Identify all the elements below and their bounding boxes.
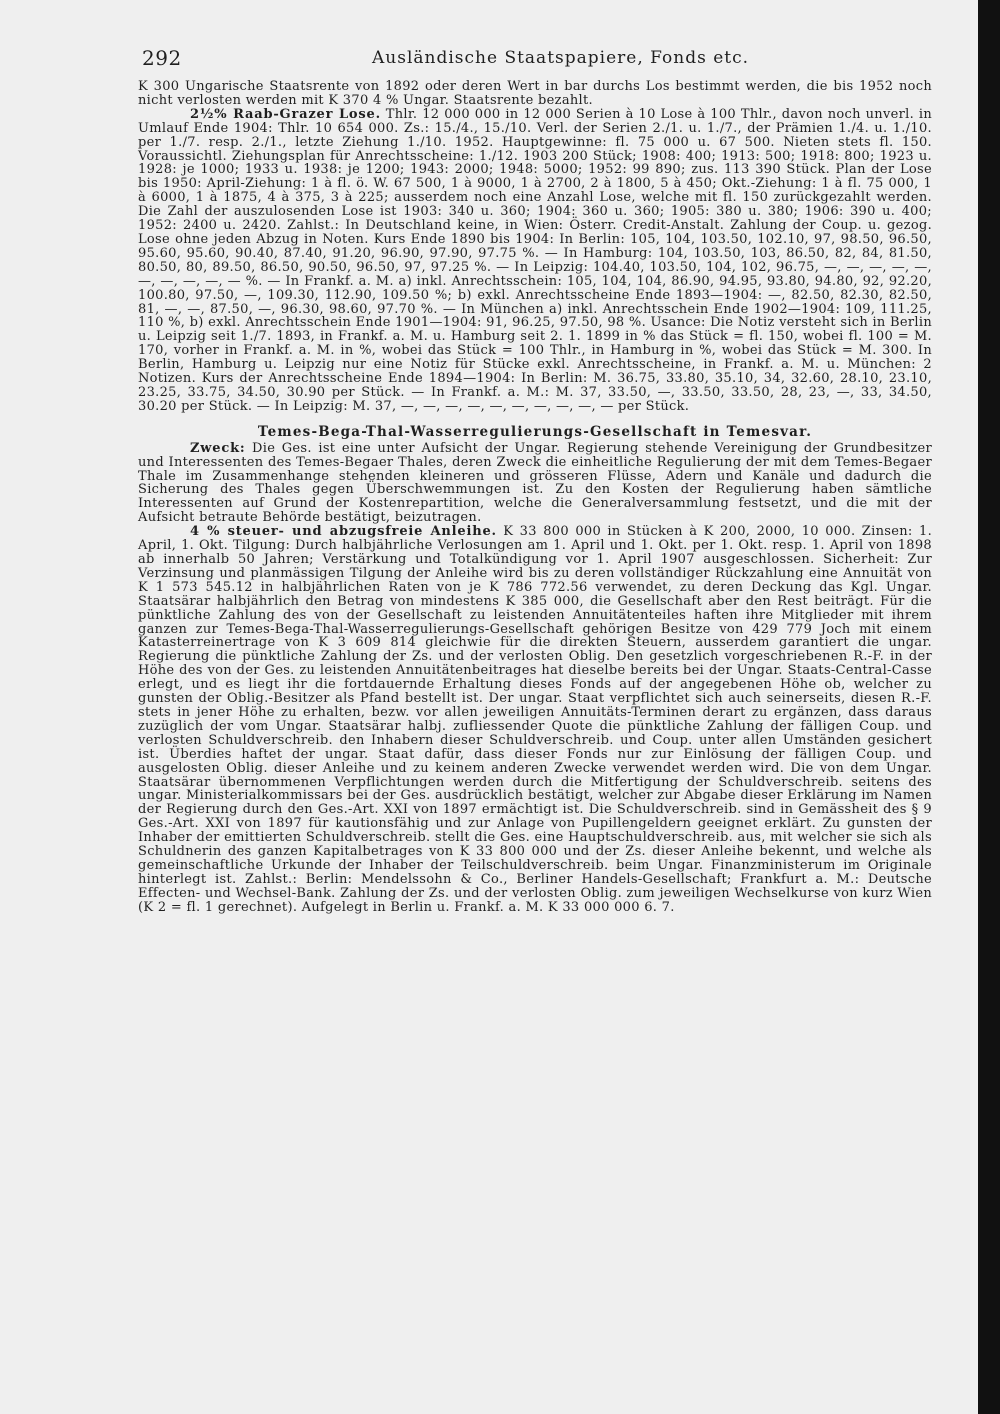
- page-header: [138, 40, 932, 80]
- intro-text: K 300 Ungarische Staatsrente von 1892 oder deren Wert in bar durchs Los bestimmt werden, die bis 1952 noch nicht verlosten werden mit K 370 4 % Ungar. Staatsrente bezahlt.: [138, 79, 932, 108]
- section-title: Temes-Bega-Thal-Wasserregulierungs-Gesellschaft in Temesvar.: [257, 423, 813, 440]
- zweck-heading: Zweck:: [190, 440, 246, 456]
- running-title: Ausländische Staatspapiere, Fonds etc.: [372, 48, 750, 68]
- zweck-text: Die Ges. ist eine unter Aufsicht der Ungar. Regierung stehende Vereinigung der Grundbesitzer und Interessenten des Temes-Begaer Thales, deren Zweck die einheitliche Regulierung der mit dem Temes-Begaer Thale im Zusammenhange stehenden kleineren und grösseren Flüsse, Adern und Kanäle und dadurch die Sicherung des Thales gegen Überschwemmungen ist. Zu den Kosten der Regulierung haben sämtliche Interessenten auf Grund der Kostenrepartition, welche die Generalversammlung festsetzt, und die mit der Aufsicht betraute Behörde bestätigt, beizutragen.: [138, 440, 932, 526]
- anleihe-heading: 4 % steuer- und abzugsfreie Anleihe.: [190, 524, 497, 540]
- anleihe-paragraph: [138, 525, 932, 914]
- raab-grazer-text: Thlr. 12 000 000 in 12 000 Serien à 10 Lose à 100 Thlr., davon noch unverl. in Umlauf Ende 1904: Thlr. 10 654 000. Zs.: 15./4., 15./10. Verl. der Serien 2./1. u. 1./7., der Prämien 1./4. u. 1./10. per 1./7. resp. 2./1., letzte Ziehung 1./10. 1952. Hauptgewinne: fl. 75 000 u. 67 500. Nieten stets fl. 150. Voraussichtl. Ziehungsplan für Anrechtsscheine: 1./12. 1903 200 Stück; 1908: 400; 1913: 500; 1918: 800; 1923 u. 1928: je 1000; 1933 u. 1938: je 1200; 1943: 2000; 1948: 5000; 1952: 99 890; zus. 113 390 Stück. Plan der Lose bis 1950: April-Ziehung: 1 à fl. ö. W. 67 500, 1 à 9000, 1 à 2700, 2 à 1800, 5 à 450; Okt.-Ziehung: 1 à fl. 75 000, 1 à 6000, 1 à 1875, 4 à 375, 3 à 225; ausserdem noch eine Anzahl Lose, welche mit fl. 150 zurückgezahlt werden. Die Zahl der auszulosenden Lose ist 1903: 340 u. 360; 1904: 360 u. 360; 1905: 380 u. 380; 1906: 390 u. 400; 1952: 2400 u. 2420. Zahlst.: In Deutschland keine, in Wien: Österr. Credit-Anstalt. Zahlung der Coup. u. gezog. Lose ohne jeden Abzug in Noten. Kurs Ende 1890 bis 1904: In Berlin: 105, 104, 103.50, 102.10, 97, 98.50, 96.50, 95.60, 95.60, 90.40, 87.40, 91.20, 96.90, 97.90, 97.75 %. — In Hamburg: 104, 103.50, 103, 86.50, 82, 84, 81.50, 80.50, 80, 89.50, 86.50, 90.50, 96.50, 97, 97.25 %. — In Leipzig: 104.40, 103.50, 104, 102, 96.75, —, —, —, —, —, —, —, —, —, — %. — In Frankf. a. M. a) inkl. Anrechtsschein: 105, 104, 104, 86.90, 94.95, 93.80, 94.80, 92, 92.20, 100.80, 97.50, —, 109.30, 112.90, 109.50 %; b) exkl. Anrechtsscheine Ende 1893—1904: —, 82.50, 82.30, 82.50, 81, —, —, 87.50, —, 96.30, 98.60, 97.70 %. — In München a) inkl. Anrechtsschein Ende 1902—1904: 109, 111.25, 110 %, b) exkl. Anrechtsschein Ende 1901—1904: 91, 96.25, 97.50, 98 %. Usance: Die Notiz versteht sich in Berlin u. Leipzig seit 1./7. 1893, in Frankf. a. M. u. Hamburg seit 2. 1. 1899 in % das Stück = fl. 150, wobei fl. 100 = M. 170, vorher in Frankf. a. M. in %, wobei das Stück = 100 Thlr., in Hamburg in %, wobei das Stück = M. 300. In Berlin, Hamburg u. Leipzig nur eine Notiz für Stücke exkl. Anrechtsscheine, in Frankf. a. M. u. München: 2 Notizen. Kurs der Anrechtsscheine Ende 1894—1904: In Berlin: M. 36.75, 33.80, 35.10, 34, 32.60, 28.10, 23.10, 23.25, 33.75, 34.50, 30.90 per Stück. — In Frankf. a. M.: M. 37, 33.50, —, 33.50, 33.50, 28, 23, —, 33, 34.50, 30.20 per Stück. — In Leipzig: M. 37, —, —, —, —, —, —, —, —, —, — per Stück.: [138, 106, 932, 414]
- book-spine-edge: [978, 0, 1000, 1414]
- document-page: [138, 40, 932, 915]
- raab-grazer-paragraph: [138, 108, 932, 414]
- raab-grazer-heading: 2½% Raab-Grazer Lose.: [190, 106, 381, 122]
- page-number: 292: [142, 46, 182, 70]
- intro-paragraph: [138, 80, 932, 108]
- zweck-paragraph: [138, 442, 932, 525]
- anleihe-text: K 33 800 000 in Stücken à K 200, 2000, 10 000. Zinsen: 1. April, 1. Okt. Tilgung: Durch halbjährliche Verlosungen am 1. April und 1. Okt. per 1. Okt. resp. 1. April von 1898 ab innerhalb 50 Jahren; Verstärkung und Totalkündigung vor 1. April 1907 ausgeschlossen. Sicherheit: Zur Verzinsung und planmässigen Tilgung der Anleihe wird bis zu deren vollständiger Rückzahlung eine Annuität von K 1 573 545.12 in halbjährlichen Raten von je K 786 772.56 verwendet, zu deren Deckung das Kgl. Ungar. Staatsärar halbjährlich den Betrag von mindestens K 385 000, die Gesellschaft aber den Rest beiträgt. Für die pünktliche Zahlung des von der Gesellschaft zu leistenden Annuitätenteiles haften ihre Mitglieder mit ihrem ganzen zur Temes-Bega-Thal-Wasserregulierungs-Gesellschaft gehörigen Besitze von 429 779 Joch mit einem Katasterreinertrage von K 3 609 814 gleichwie für die direkten Steuern, ausserdem garantiert die ungar. Regierung die pünktliche Zahlung der Zs. und der verlosten Oblig. Den gesetzlich vorgeschriebenen R.-F. in der Höhe des von der Ges. zu leistenden Annuitätenbeitrages hat dieselbe bereits bei der Ungar. Staats-Central-Casse erlegt, und es liegt ihr die fortdauernde Erhaltung dieses Fonds auf der angegebenen Höhe ob, welcher zu gunsten der Oblig.-Besitzer als Pfand bestellt ist. Der ungar. Staat verpflichtet sich auch seinerseits, diesen R.-F. stets in jener Höhe zu erhalten, bezw. vor allen jeweiligen Annuitäts-Terminen derart zu ergänzen, dass daraus zuzüglich der vom Ungar. Staatsärar halbj. zufliessender Quote die pünktliche Zahlung der fälligen Coup. und verlosten Schuldverschreib. den Inhabern dieser Schuldverschreib. und Coup. unter allen Umständen gesichert ist. Überdies haftet der ungar. Staat dafür, dass dieser Fonds nur zur Einlösung der fälligen Coup. und ausgelosten Oblig. dieser Anleihe und zu keinem anderen Zwecke verwendet werden wird. Die von dem Ungar. Staatsärar übernommenen Verpflichtungen werden durch die Mitfertigung der Schuldverschreib. seitens des ungar. Ministerialkommissars bei der Ges. ausdrücklich bestätigt, welcher zur Abgabe dieser Erklärung im Namen der Regierung durch den Ges.-Art. XXI von 1897 ermächtigt ist. Die Schuldverschreib. sind in Gemässheit des § 9 Ges.-Art. XXI von 1897 für kautionsfähig und zur Anlage von Pupillengeldern geeignet erklärt. Zu gunsten der Inhaber der emittierten Schuldverschreib. stellt die Ges. eine Hauptschuldverschreib. aus, mit welcher sie sich als Schuldnerin des ganzen Kapitalbetrages von K 33 800 000 und der Zs. dieser Anleihe bekennt, und welche als gemeinschaftliche Urkunde der Inhaber der Teilschuldverschreib. beim Ungar. Finanzministerum im Originale hinterlegt ist. Zahlst.: Berlin: Mendelssohn & Co., Berliner Handels-Gesellschaft; Frankfurt a. M.: Deutsche Effecten- und Wechsel-Bank. Zahlung der Zs. und der verlosten Oblig. zum jeweiligen Wechselkurse von kurz Wien (K 2 = fl. 1 gerechnet). Aufgelegt in Berlin u. Frankf. a. M. K 33 000 000 6. 7.: [138, 524, 932, 915]
